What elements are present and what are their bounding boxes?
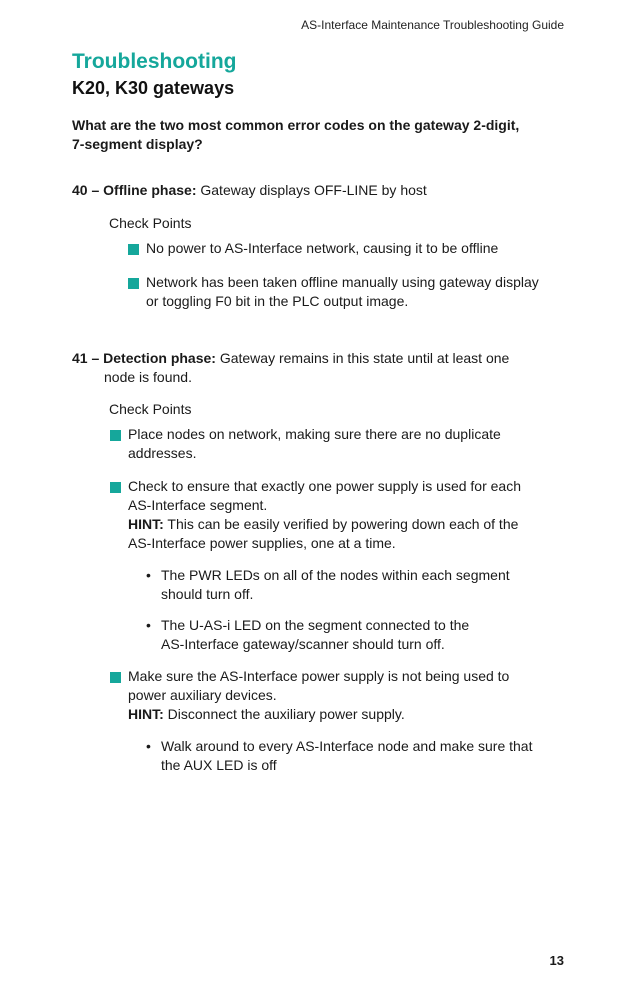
error-40-code: 40 – Offline phase: [72, 182, 197, 198]
sub-list-item-line: The PWR LEDs on all of the nodes within each segment [161, 567, 510, 583]
list-item-line: No power to AS-Interface network, causing it to be offline [146, 240, 499, 256]
list-item-line: addresses. [128, 445, 197, 461]
sub-list-item [161, 737, 532, 775]
error-41-check-points: Check Points [109, 401, 192, 417]
list-item [146, 273, 539, 311]
error-41-desc: Gateway remains in this state until at least one [215, 350, 510, 366]
teal-square-bullet-icon [128, 244, 139, 255]
sub-list-item-line: The U-AS-i LED on the segment connected to the [161, 617, 470, 633]
error-41-desc-cont: node is found. [104, 369, 192, 385]
list-item-line: Place nodes on network, making sure there are no duplicate [128, 426, 501, 442]
error-40-desc: Gateway displays OFF-LINE by host [196, 182, 427, 198]
list-item [128, 667, 509, 724]
hint-text: Disconnect the auxiliary power supply. [163, 706, 405, 722]
list-item-line: Check to ensure that exactly one power supply is used for each [128, 478, 521, 494]
error-40-heading [72, 181, 427, 200]
hint-label: HINT: [128, 706, 164, 722]
sub-list-item-line: Walk around to every AS-Interface node and make sure that [161, 738, 533, 754]
page-number: 13 [549, 953, 564, 968]
sub-list-item [161, 566, 510, 604]
question [72, 116, 572, 154]
sub-list-item-line: should turn off. [161, 586, 254, 602]
page-subtitle: K20, K30 gateways [72, 78, 235, 98]
guide-header: AS-Interface Maintenance Troubleshooting Guide [301, 18, 564, 32]
bullet-dot-icon: • [146, 617, 151, 633]
hint-line: AS-Interface power supplies, one at a time. [128, 535, 396, 551]
list-item-line: AS-Interface segment. [128, 497, 268, 513]
list-item [128, 425, 501, 463]
list-item-line: Make sure the AS-Interface power supply is not being used to [128, 668, 510, 684]
error-40-check-points: Check Points [109, 215, 192, 231]
list-item [146, 239, 498, 258]
bullet-dot-icon: • [146, 567, 151, 583]
error-41-code: 41 – Detection phase: [72, 350, 216, 366]
sub-list-item [161, 616, 469, 654]
teal-square-bullet-icon [110, 430, 121, 441]
list-item [128, 477, 521, 553]
list-item-line: or toggling F0 bit in the PLC output image. [146, 293, 409, 309]
list-item-line: Network has been taken offline manually using gateway display [146, 274, 539, 290]
hint-line [128, 515, 521, 534]
question-line: 7-segment display? [72, 136, 203, 152]
hint-line [128, 705, 509, 724]
teal-square-bullet-icon [110, 672, 121, 683]
hint-label: HINT: [128, 516, 164, 532]
teal-square-bullet-icon [110, 482, 121, 493]
sub-list-item-line: the AUX LED is off [161, 757, 277, 773]
teal-square-bullet-icon [128, 278, 139, 289]
hint-text: This can be easily verified by powering down each of the [163, 516, 519, 532]
page-title: Troubleshooting [72, 50, 237, 73]
sub-list-item-line: AS-Interface gateway/scanner should turn off. [161, 636, 445, 652]
error-41-heading [72, 349, 509, 368]
question-line: What are the two most common error codes on the gateway 2-digit, [72, 117, 520, 133]
bullet-dot-icon: • [146, 738, 151, 754]
list-item-line: power auxiliary devices. [128, 687, 277, 703]
